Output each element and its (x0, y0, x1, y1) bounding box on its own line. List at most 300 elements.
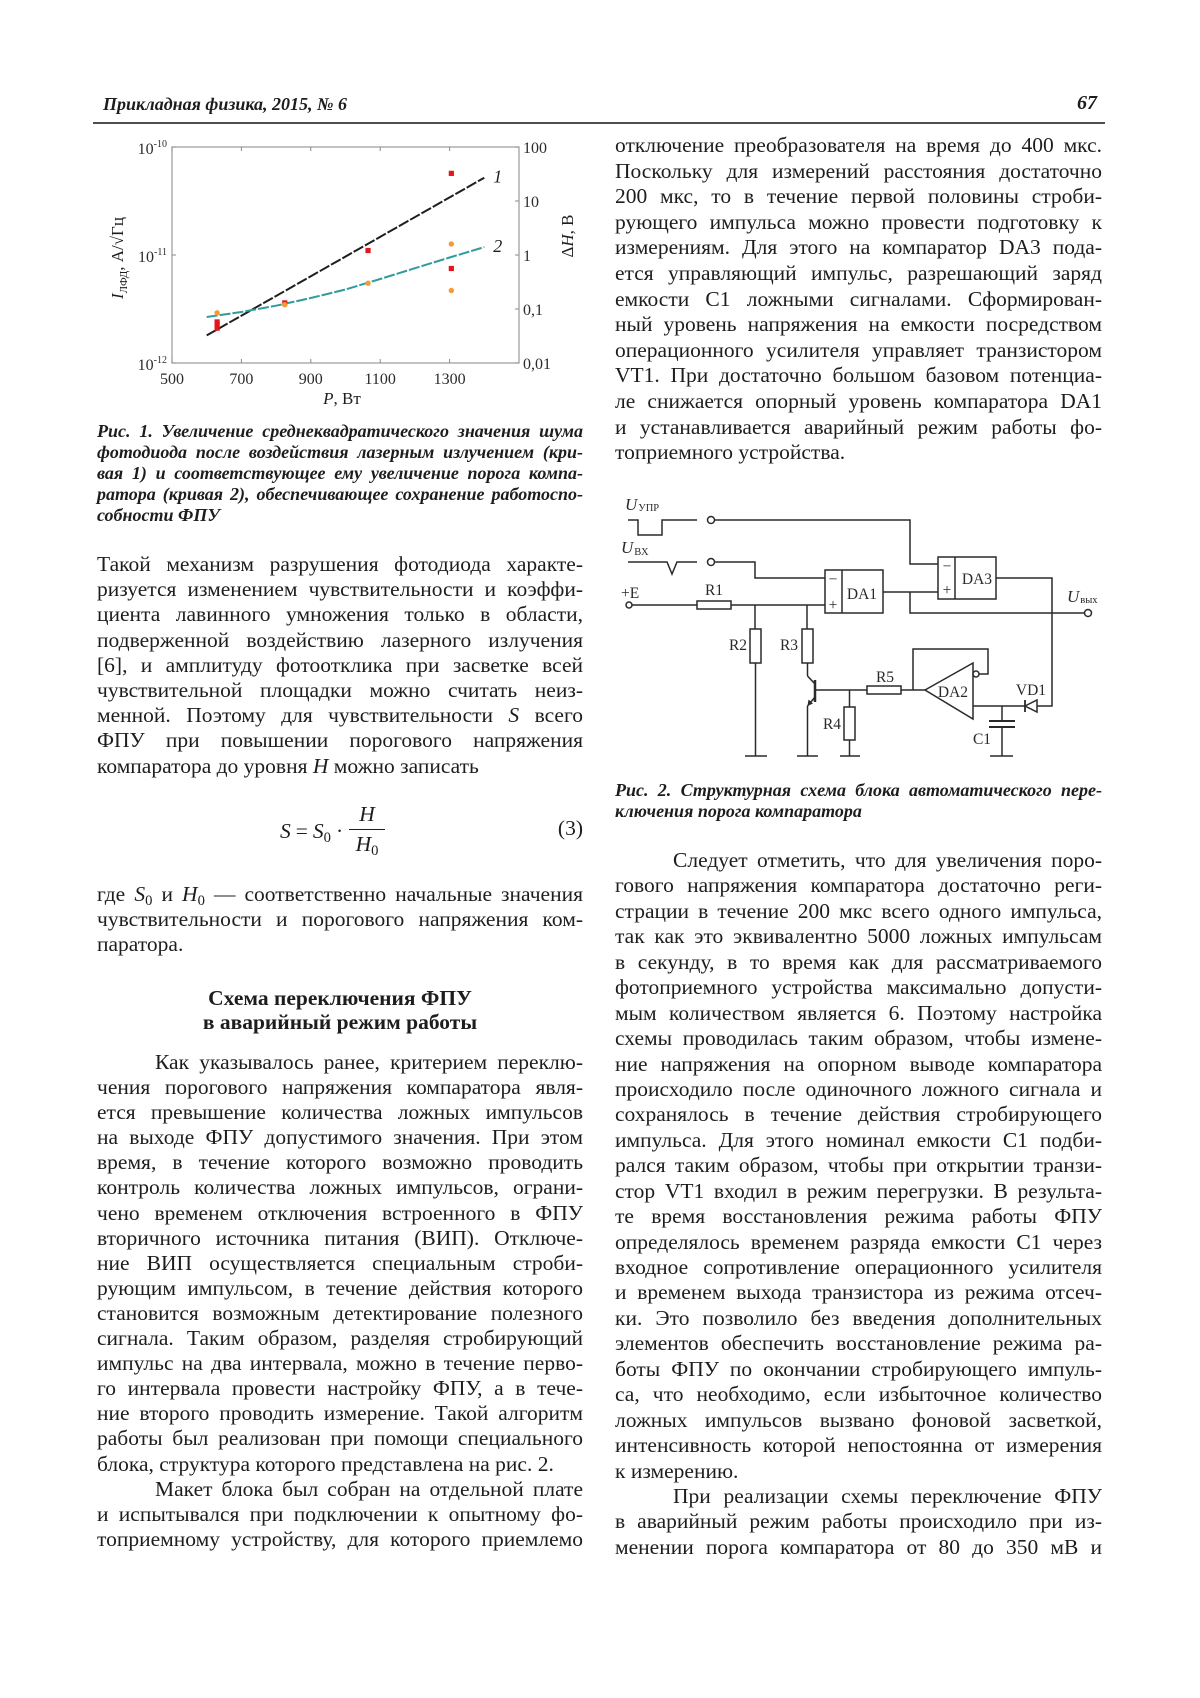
text-line (97, 1100, 583, 1125)
text-run: элементов обеспечить восстановление режима ра- (615, 1331, 1102, 1356)
u-control-symbol: U (625, 495, 638, 514)
diode-vd1 (1025, 700, 1037, 712)
text-flow-left-bottom (97, 1050, 583, 1552)
text-run: Рис. 2. Структурная схема блока автоматического пере- (615, 780, 1102, 800)
text-run: страции в течение 200 мкс всего одного импульса, (615, 898, 1102, 923)
text-flow-right-bottom (615, 848, 1102, 1560)
x-axis-title (322, 389, 361, 408)
text-line (615, 1230, 1102, 1255)
square-marker (449, 266, 454, 271)
line-content (615, 1001, 1102, 1025)
text-line (97, 463, 583, 484)
u-control-terminal (708, 517, 715, 524)
text-line (97, 1477, 583, 1502)
line-content (97, 1150, 583, 1174)
line-content (615, 780, 1102, 800)
paragraph (97, 1477, 583, 1552)
line-content (97, 653, 583, 677)
line-content (97, 1251, 583, 1275)
eq-denominator-sub: 0 (371, 843, 379, 860)
y-left-axis-symbol: I (108, 293, 127, 299)
text-run: ФПУ при повышении порогового напряжения (97, 728, 583, 753)
line-content (615, 1179, 1102, 1203)
tick-base: 10 (137, 357, 154, 374)
section-heading-line: в аварийный режим работы (202, 1010, 478, 1034)
text-run: вая 1) и соответствующее ему увеличение порога компа- (97, 463, 583, 483)
line-content (97, 1125, 583, 1149)
line-content (97, 882, 583, 910)
data-markers-group (214, 171, 454, 331)
text-run: Макет блока был собран на отдельной плате (155, 1476, 583, 1501)
eq-numerator (349, 804, 385, 826)
text-line (97, 1426, 583, 1451)
u-out-symbol: U (1067, 587, 1080, 606)
y-left-axis-title (108, 217, 130, 300)
wire-u-in-to-da1 (715, 562, 826, 578)
text-run: менной. Поэтому для чувствительности (97, 703, 509, 728)
text-run: отключение преобразователя на время до 400 мкс. (615, 133, 1102, 157)
line-content (97, 1276, 583, 1300)
eq-equals: = (295, 819, 308, 843)
text-run: ние второго проводить измерение. Такой алгоритм (97, 1401, 583, 1426)
text-run: всего (519, 703, 583, 728)
text-line (97, 1527, 583, 1552)
text-line (615, 1179, 1102, 1204)
figure-2-caption (615, 780, 1102, 822)
label-c1: C1 (972, 731, 992, 748)
text-run: — соответственно начальные значения (204, 882, 583, 906)
u-in-pulse-waveform (628, 562, 697, 574)
section-heading-line: Схема переключения ФПУ (208, 986, 472, 1010)
resistor-r4 (844, 707, 855, 740)
wire-da1-to-output (910, 592, 1085, 613)
tick-exponent: -11 (154, 247, 167, 258)
line-content (97, 907, 583, 931)
label-u-out (1067, 587, 1098, 606)
text-run: контроль количества ложных импульсов, ограни- (97, 1175, 583, 1200)
text-line (97, 1201, 583, 1226)
line-content (615, 1077, 1102, 1101)
text-run: ный уровень напряжения на емкости посредством (615, 312, 1102, 337)
line-content (615, 899, 1102, 923)
resistor-r3 (802, 629, 813, 663)
tick-base: 10 (137, 141, 154, 158)
line-content (615, 1408, 1102, 1432)
text-line (615, 184, 1102, 210)
text-run: го интервала провести настройку ФПУ, а в тече- (97, 1376, 583, 1401)
text-run: фотоприемного устройства максимально допусти- (615, 975, 1102, 1000)
text-run: Такой механизм разрушения фотодиода характе- (97, 552, 583, 576)
label-r3: R3 (779, 637, 799, 654)
text-line (615, 1509, 1102, 1534)
resistor-r1 (697, 601, 731, 609)
text-run: где (97, 882, 135, 906)
line-content (615, 184, 1102, 208)
line-content (615, 1306, 1102, 1330)
da1-minus-sign: − (828, 571, 838, 588)
text-run: паратора. (97, 932, 184, 957)
line-content (615, 1535, 1102, 1559)
text-run: Рис. 1. Увеличение среднеквадратического значения шума (97, 421, 583, 441)
eq-denominator-symbol: H (355, 832, 372, 857)
text-line (97, 1301, 583, 1326)
y-left-axis-subscript: ЛФД (118, 270, 130, 294)
y-right-axis-symbol: H (558, 234, 577, 247)
line-content (615, 1230, 1102, 1254)
dot-marker (214, 310, 219, 315)
text-run: VT1. При достаточно большом базовом потенциа- (615, 363, 1102, 388)
math-variable: S (134, 882, 146, 906)
text-line (97, 1150, 583, 1175)
text-line (615, 415, 1102, 441)
line-content (97, 1527, 583, 1551)
text-run: и временем выхода транзистора из режима отсеч- (615, 1280, 1102, 1305)
eq-lhs: S (280, 819, 291, 843)
line-content (615, 1382, 1102, 1406)
line-content (615, 1204, 1102, 1228)
text-line (97, 552, 583, 577)
y-right-tick-label: 100 (523, 140, 547, 157)
text-line (615, 899, 1102, 924)
line-content (615, 261, 1102, 285)
paragraph (615, 133, 1102, 466)
text-line (97, 932, 583, 957)
dot-marker (282, 302, 287, 307)
text-line (615, 1459, 1102, 1484)
resistor-r2 (750, 629, 761, 663)
math-subscript: 0 (197, 893, 205, 910)
line-content (673, 1484, 1102, 1508)
line-content (615, 1459, 738, 1483)
equation-3 (280, 819, 348, 847)
eq-denominator (349, 832, 385, 860)
label-vd1: VD1 (1015, 682, 1047, 699)
line-content (97, 1226, 583, 1250)
text-line (615, 801, 1102, 822)
text-line (615, 210, 1102, 236)
text-line (97, 1351, 583, 1376)
text-run: топриемному устройству, для которого приемлемо (97, 1526, 583, 1551)
text-line (615, 1382, 1102, 1407)
line-content (97, 1426, 583, 1450)
eq-factor: S (312, 819, 324, 843)
u-in-terminal (708, 559, 715, 566)
text-line (97, 678, 583, 703)
text-line (97, 1326, 583, 1351)
text-line (615, 1001, 1102, 1026)
text-line (97, 1075, 583, 1100)
line-content (615, 210, 1102, 234)
da1-plus-sign: + (828, 597, 838, 614)
text-run: 200 мкс, то в течение первой половины строби- (615, 184, 1102, 209)
text-run: собности ФПУ (97, 505, 220, 525)
u-out-subscript: вых (1080, 595, 1098, 606)
text-line (615, 848, 1102, 873)
text-line (97, 1125, 583, 1150)
text-run: происходило после одиночного ложного сигнала и (615, 1076, 1102, 1101)
line-content (615, 440, 845, 464)
page-number: 67 (1077, 92, 1097, 114)
text-line (97, 1050, 583, 1075)
figure-2-circuit-diagram (615, 495, 1105, 765)
text-run: стор VT1 входил в режим перегрузки. В результа- (615, 1178, 1102, 1203)
text-run: работы был реализован при помощи специального (97, 1426, 583, 1451)
text-run: циента лавинного умножения только в области, (97, 602, 583, 627)
label-da2: DA2 (937, 684, 969, 701)
text-run: рующим импульсом, в течение действия которого (97, 1275, 583, 1300)
text-line (97, 1175, 583, 1200)
text-run: ключения порога компаратора (615, 801, 862, 821)
text-run: интенсивность которой непостоянна от измерения (615, 1433, 1102, 1458)
text-line (97, 1276, 583, 1301)
text-run: так как это эквивалентно 5000 ложных импульсам (615, 924, 1102, 949)
line-content (97, 1401, 583, 1425)
text-run: чения порогового напряжения компаратора явля- (97, 1075, 583, 1100)
text-run: подверженной воздействию лазерного излучения (97, 627, 583, 652)
line-content (615, 1509, 1102, 1533)
line-content (615, 338, 1102, 362)
line-content (97, 602, 583, 626)
text-run: те время восстановления режима работы ФПУ (615, 1204, 1102, 1229)
text-line (615, 1026, 1102, 1051)
text-run: фотодиода после воздействия лазерным излучением (кри- (97, 442, 583, 462)
text-line (97, 703, 583, 728)
text-run: на выходе ФПУ допустимого значения. При этом (97, 1125, 583, 1150)
text-line (615, 261, 1102, 287)
text-line (97, 1452, 583, 1477)
line-content (97, 932, 183, 956)
square-marker (215, 326, 220, 331)
line-content (615, 1026, 1102, 1050)
text-run: чувствительности и порогового напряжения ком- (97, 907, 583, 932)
paragraph (615, 1484, 1102, 1560)
text-line (97, 442, 583, 463)
line-content (97, 703, 583, 727)
line-content (615, 312, 1102, 336)
y-left-axis-unit: , А/√Гц (108, 217, 127, 271)
dot-marker (449, 288, 454, 293)
text-run: ние напряжения на опорном выводе компаратора (615, 1051, 1102, 1076)
text-line (615, 1408, 1102, 1433)
text-run: схемы проводилась таким образом, чтобы измене- (615, 1026, 1102, 1051)
label-r4: R4 (822, 716, 842, 733)
text-run: измерениям. Для этого на компаратор DA3 пода- (615, 235, 1102, 260)
line-content (97, 728, 583, 752)
line-content (615, 873, 1102, 897)
eq-factor-sub: 0 (323, 830, 331, 847)
text-run: чувствительной площадки можно считать неиз- (97, 678, 583, 703)
text-line (615, 975, 1102, 1000)
axes-group (138, 139, 551, 388)
line-content (615, 1153, 1102, 1177)
y-right-axis-unit: , В (558, 214, 577, 235)
text-line (615, 1102, 1102, 1127)
text-run: и (152, 882, 183, 906)
text-run: импульс на два интервала, можно в течение перво- (97, 1351, 583, 1376)
math-variable: H (312, 753, 329, 778)
text-line (97, 421, 583, 442)
text-line (615, 1280, 1102, 1305)
text-run: ложных импульсов вызвано фоновой засветкой, (615, 1407, 1102, 1432)
text-run: Следует отметить, что для увеличения поро- (673, 848, 1102, 872)
paragraph (615, 848, 1102, 1484)
text-line (615, 780, 1102, 801)
text-run: вторичного источника питания (ВИП). Отключе- (97, 1225, 583, 1250)
text-line (97, 907, 583, 932)
y-right-axis-title (558, 214, 577, 257)
line-content (615, 1280, 1102, 1304)
wire-u-control-to-da3 (715, 520, 939, 564)
text-run: ется превышение количества ложных импульсов (97, 1100, 583, 1125)
u-in-symbol: U (621, 538, 634, 557)
text-run: топриемного устройства. (615, 440, 846, 465)
line-content (615, 235, 1102, 259)
line-content (615, 801, 862, 821)
line-content (97, 1326, 583, 1350)
text-run: время, в течение которого возможно проводить (97, 1150, 583, 1175)
text-line (97, 1251, 583, 1276)
line-content (615, 415, 1102, 439)
text-run: сигнала. Таким образом, разделяя стробирующий (97, 1326, 583, 1351)
eq-numerator-symbol: H (359, 802, 375, 826)
text-line (615, 1255, 1102, 1280)
text-run: Поскольку для измерений расстояния достаточно (615, 158, 1102, 183)
line-content (615, 924, 1102, 948)
line-content (97, 1301, 583, 1325)
text-line (97, 728, 583, 753)
line-content (97, 1351, 583, 1375)
text-line (97, 602, 583, 627)
x-axis-symbol: P (323, 389, 334, 408)
text-line (615, 1128, 1102, 1153)
text-run: гового напряжения компаратора достаточно реги- (615, 873, 1102, 898)
y-right-tick-label: 0,01 (523, 356, 551, 373)
text-run: можно записать (328, 753, 479, 778)
text-line (97, 754, 583, 779)
text-line (97, 882, 583, 910)
line-content (615, 287, 1102, 311)
line-content (97, 678, 583, 702)
y-right-tick-label: 0,1 (523, 302, 543, 319)
dot-marker (365, 281, 370, 286)
label-supply: +E (621, 585, 640, 602)
line-content (97, 484, 583, 504)
label-u-control (625, 495, 659, 514)
output-terminal (1085, 610, 1092, 617)
text-run: операционного усилителя управляет транзистором (615, 337, 1102, 362)
da3-plus-sign: + (942, 582, 952, 599)
text-line (615, 312, 1102, 338)
y-right-axis-prefix: Δ (558, 246, 577, 258)
x-axis-unit: , Вт (333, 389, 361, 408)
math-subscript: 0 (145, 893, 153, 910)
line-content (97, 628, 583, 652)
line-content (615, 1102, 1102, 1126)
text-line (615, 924, 1102, 949)
text-run: [6], и амплитуду фотоотклика при засветке всей (97, 652, 583, 677)
text-run: са, что необходимо, если избыточное количество (615, 1382, 1102, 1407)
line-content (615, 1433, 1102, 1457)
eq-fraction-bar (349, 829, 385, 830)
text-line (615, 1306, 1102, 1331)
journal-title: Прикладная физика, 2015, № 6 (103, 94, 348, 114)
text-run: При реализации схемы переключение ФПУ (673, 1483, 1102, 1508)
da3-minus-sign: − (942, 558, 952, 575)
text-run: ратора (кривая 2), обеспечивающее сохранение работоспо- (97, 484, 583, 504)
line-content (97, 552, 583, 576)
line-content (615, 363, 1102, 387)
equation-3-fraction (349, 802, 385, 860)
paragraph (97, 1050, 583, 1477)
fit-curves-group (207, 167, 503, 336)
label-r2: R2 (728, 637, 748, 654)
line-content (615, 1255, 1102, 1279)
text-run: входное сопротивление операционного усилителя (615, 1255, 1102, 1279)
line-content (97, 1502, 583, 1526)
curve-label: 1 (493, 166, 503, 187)
text-run: и испытывался при подключении к опытному фо- (97, 1501, 583, 1526)
text-run: ризуется изменением чувствительности и коэффи- (97, 577, 583, 602)
text-run: менении порога компаратора от 80 до 350 мВ и (615, 1534, 1102, 1559)
y-left-tick-label (138, 139, 167, 158)
text-run: к измерению. (615, 1458, 739, 1483)
text-line (97, 505, 583, 526)
text-run: в аварийный режим работы происходило при из- (615, 1509, 1102, 1534)
line-content (615, 1052, 1102, 1076)
square-marker (449, 171, 454, 176)
u-control-pulse-waveform (628, 520, 697, 535)
text-run: ется управляющий импульс, разрешающий заряд (615, 260, 1102, 285)
header-rule (93, 122, 1105, 124)
supply-terminal (626, 602, 632, 608)
text-line (615, 1357, 1102, 1382)
x-tick-label: 1100 (364, 371, 396, 388)
line-content (615, 1331, 1102, 1355)
equation-number: (3) (557, 816, 583, 840)
text-line (97, 577, 583, 602)
figure-1-caption (97, 421, 583, 526)
label-u-in (621, 538, 649, 558)
line-content (97, 505, 220, 525)
text-run: мым количеством является 6. Поэтому настройка (615, 1000, 1102, 1025)
line-content (97, 754, 479, 778)
square-marker (365, 248, 370, 253)
line-content (615, 1357, 1102, 1381)
line-content (615, 133, 1102, 157)
text-line (615, 950, 1102, 975)
text-line (615, 1535, 1102, 1560)
line-content (97, 1201, 583, 1225)
section-heading (97, 986, 583, 1034)
tick-exponent: -10 (153, 139, 167, 150)
line-content (615, 159, 1102, 183)
curve-label: 2 (493, 236, 503, 257)
line-content (97, 1075, 583, 1099)
line-content (615, 975, 1102, 999)
text-line (97, 653, 583, 678)
line-content (155, 1477, 583, 1501)
text-line (615, 235, 1102, 261)
line-content (673, 848, 1102, 872)
text-run: компаратора до уровня (97, 753, 313, 778)
plot-frame (172, 147, 519, 363)
text-line (615, 1153, 1102, 1178)
text-run: и устанавливается аварийный режим работы фо- (615, 414, 1102, 439)
text-line (615, 1331, 1102, 1356)
text-line (615, 1484, 1102, 1509)
text-line (97, 1226, 583, 1251)
math-variable: S (508, 703, 520, 728)
